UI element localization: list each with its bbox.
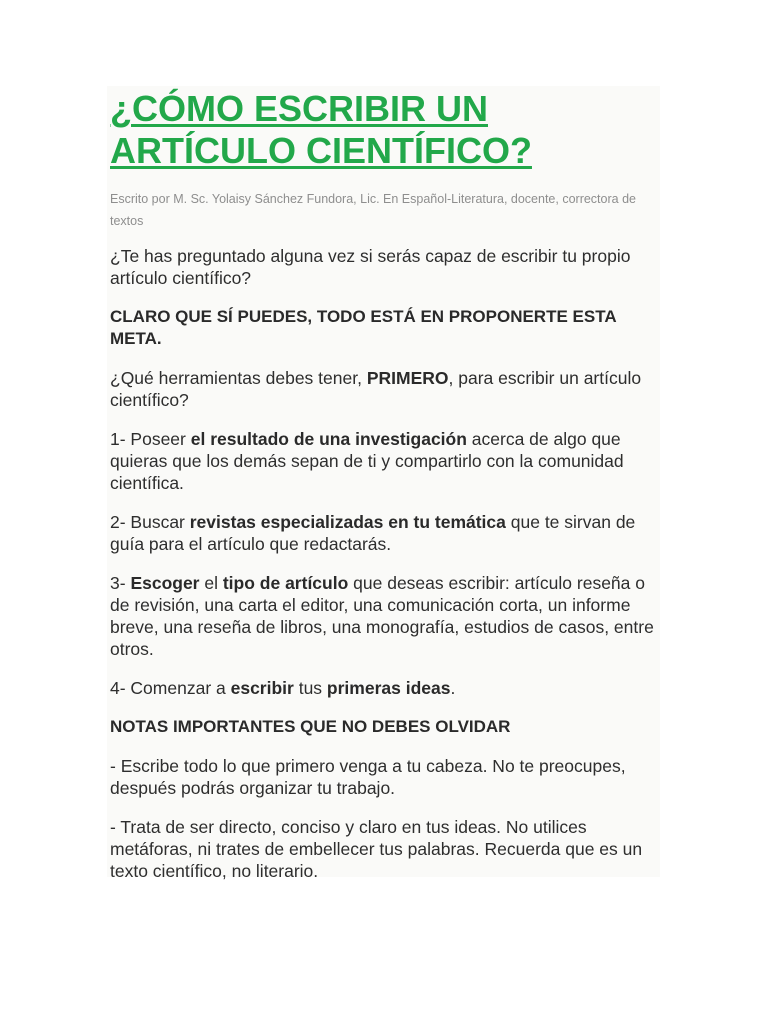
step-1-text-end: acerca de algo que quieras que los demás sepan de ti y compartirlo con la comunidad científica.	[110, 429, 624, 493]
step-4-bold-2: primeras ideas	[326, 678, 451, 698]
step-3	[110, 572, 660, 660]
step-3-bold-2: tipo de artículo	[222, 573, 349, 593]
step-2	[110, 511, 660, 555]
step-3-text-end: que deseas escribir: artículo reseña o de revisión, una carta el editor, una comunicación corta, un informe breve, una reseña de libros, una monografía, estudios de casos, entre otros.	[110, 573, 654, 659]
tools-question	[110, 367, 660, 411]
heading-notas-importantes: NOTAS IMPORTANTES QUE NO DEBES OLVIDAR	[110, 717, 511, 736]
tools-question-text: ¿Qué herramientas debes tener,	[110, 368, 367, 388]
step-4-text-end: .	[450, 678, 456, 698]
note-1: - Escribe todo lo que primero venga a tu cabeza. No te preocupes, después podrás organizar tu trabajo.	[110, 756, 626, 798]
step-1-bold: el resultado de una investigación	[190, 429, 467, 449]
step-2-text-end: que te sirvan de guía para el artículo que redactarás.	[110, 512, 636, 554]
note-2: - Trata de ser directo, conciso y claro en tus ideas. No utilices metáforas, ni trates de embellecer tus palabras. Recuerda que es un texto científico, no literario.	[110, 817, 643, 881]
intro-question: ¿Te has preguntado alguna vez si serás capaz de escribir tu propio artículo científico?	[110, 246, 631, 288]
step-3-bold-1: Escoger	[130, 573, 200, 593]
step-2-text: 2- Buscar	[110, 512, 190, 532]
step-4-text-middle: tus	[293, 678, 327, 698]
article-title[interactable]: ¿CÓMO ESCRIBIR UN ARTÍCULO CIENTÍFICO?	[110, 88, 532, 171]
step-3-text-middle: el	[199, 573, 223, 593]
heading-claro-que-si: CLARO QUE SÍ PUEDES, TODO ESTÁ EN PROPONERTE ESTA META.	[110, 307, 616, 348]
step-3-text: 3-	[110, 573, 131, 593]
article-byline: Escrito por M. Sc. Yolaisy Sánchez Fundora, Lic. En Español-Literatura, docente, correctora de textos	[110, 192, 636, 228]
step-1	[110, 428, 660, 494]
step-4-bold-1: escribir	[230, 678, 294, 698]
step-4-text: 4- Comenzar a	[110, 678, 231, 698]
step-4	[110, 677, 660, 699]
article	[110, 86, 660, 882]
tools-question-text-end: , para escribir un artículo científico?	[110, 368, 642, 410]
tools-question-bold: PRIMERO	[366, 368, 449, 388]
step-2-bold: revistas especializadas en tu temática	[189, 512, 506, 532]
step-1-text: 1- Poseer	[110, 429, 191, 449]
